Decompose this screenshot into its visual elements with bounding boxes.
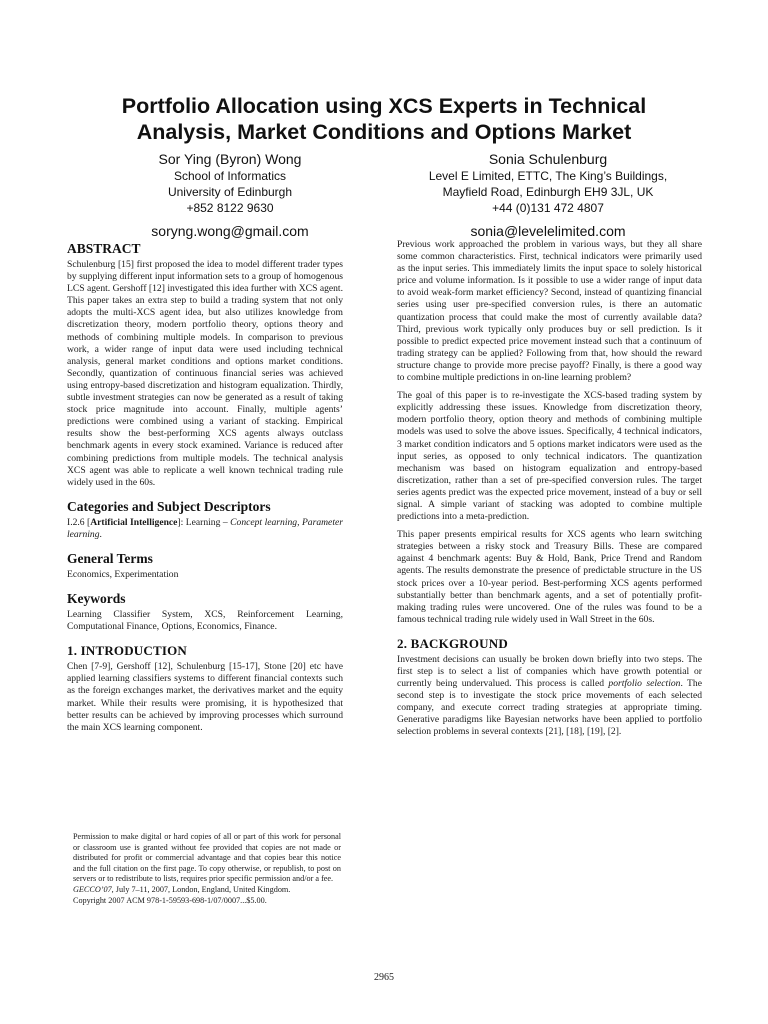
introduction-text: Chen [7-9], Gershoff [12], Schulenburg [15-17], Stone [20] etc have applied learning classifiers systems to different financial contexts such as the foreign exchanges market, the derivatives market and the equity market. While their results were promising, it is hypothesized that better results can be achieved by improving processes which surround the main XCS learning component.: [67, 661, 343, 733]
page-number: 2965: [374, 972, 394, 983]
abstract-heading: ABSTRACT: [67, 241, 141, 256]
author-affiliation-line: Level E Limited, ETTC, The King’s Buildings,: [428, 169, 668, 183]
abstract-text: Schulenburg [15] first proposed the idea to model different trader types by supplying different input information sets to a group of homogenous LCS agent. Gershoff [12] investigated this idea further with XCS agent. This paper takes an extra step to build a trading system that not only adopts the multi-XCS agent idea, but also utilizes knowledge from discretization theory, modern portfolio theory, options theory and methods of combining multiple models. In comparison to previous work, a wider range of input data were used including technical analysis, general market conditions and options market conditions. Secondly, quantization of continuous financial series was achieved using entropy-based discretization and histogram equalization. Thirdly, subtle investment strategies can now be generated as a result of taking stock price magnitude into account. Finally, multiple agents’ predictions were combined using a variant of stacking. Empirical results show the best-performing XCS agents always outclass benchmark agents in every stock examined. Variance is reduced after combining predictions from multiple models. The technical analysis XCS agent was able to replicate a well known technical trading rule widely used in the 60s.: [67, 259, 343, 488]
background-italic-term: portfolio selection: [608, 678, 681, 690]
permission-notice: [73, 832, 341, 906]
copyright-line: Copyright 2007 ACM 978-1-59593-698-1/07/0007...$5.00.: [73, 895, 267, 905]
author-block-2: [383, 150, 713, 240]
categories-end: .: [99, 528, 102, 540]
author-email: sonia@levelelimited.com: [470, 223, 626, 239]
keywords-heading: Keywords: [67, 591, 126, 607]
general-terms-text: Economics, Experimentation: [67, 568, 179, 580]
author-name: Sonia Schulenburg: [488, 151, 608, 167]
background-heading: 2. BACKGROUND: [397, 635, 508, 651]
body-paragraph: This paper presents empirical results for XCS agents who learn switching strategies between a risky stock and Treasury Bills. These are compared against 4 benchmark agents: Buy & Hold, Bank, Price Trend and Random agents. The results demonstrate the presence of predictable structure in the US stock prices over a 10-year period. Best-performing XCS agents performed substantially better than benchmark agents, and a set of potentially profit-making trading rules were uncovered. One of the rules was found to be a famous technical trading rule widely used in Wall Street in the 60s.: [397, 529, 702, 625]
categories-heading: Categories and Subject Descriptors: [67, 498, 271, 514]
right-column: [397, 239, 702, 739]
author-name: Sor Ying (Byron) Wong: [158, 151, 302, 167]
author-email: soryng.wong@gmail.com: [151, 223, 309, 239]
background-text-a: Investment decisions can usually be broken down briefly into two steps. The first step is to select a list of companies which have growth potential or currently being undervalued. This process is called: [397, 653, 702, 690]
conference-name: GECCO’07: [73, 884, 112, 894]
author-affiliation-line: School of Informatics: [173, 169, 287, 183]
author-affiliation-line: Mayfield Road, Edinburgh EH9 3JL, UK: [442, 185, 654, 199]
title-line-2: Analysis, Market Conditions and Options Market: [136, 120, 632, 144]
left-column: [67, 240, 343, 734]
author-block-1: [85, 150, 375, 240]
conference-details: , July 7–11, 2007, London, England, United Kingdom.: [111, 884, 291, 894]
author-phone: +852 8122 9630: [186, 201, 274, 215]
author-affiliation-line: University of Edinburgh: [167, 185, 293, 199]
conference-line: [73, 885, 341, 896]
body-paragraph: Previous work approached the problem in various ways, but they all share some common characteristics. First, technical indicators were primarily used as the input series. This immediately limits the input space to solely historical price and volume information. Is it possible to use a wider range of input data to avoid weak-form market efficiency? Second, instead of quantizing financial series using user pre-specified conversion rules, is there an automatic quantization process that could make the most of currently available data? Third, previous work typically only produces buy or sell prediction. Is it possible to predict expected price movement instead such that a continuum of trading strategy can be applied? Following from that, how should the reward structure change to provide more precise payoff? Finally, is there a good way to combine multiple predictions in on-line learning problem?: [397, 239, 702, 384]
author-phone: +44 (0)131 472 4807: [492, 201, 604, 215]
background-text-b: . The second step is to investigate the stock price movements of each selected company, and execute correct trading strategies at appropriate timing. Generative paradigms like Bayesian networks have been applied to portfolio selection problems in several contexts [21], [18], [19], [2].: [397, 678, 702, 738]
keywords-text: Learning Classifier System, XCS, Reinforcement Learning, Computational Finance, Options, Economics, Finance.: [67, 609, 343, 633]
categories-mid: ]: Learning –: [177, 516, 231, 528]
categories-text: [67, 517, 343, 541]
background-text: [397, 654, 702, 739]
categories-bold: Artificial Intelligence: [90, 516, 178, 528]
categories-italic: Concept learning, Parameter learning: [67, 516, 343, 540]
title-line-1: Portfolio Allocation using XCS Experts in Technical: [121, 94, 647, 118]
general-terms-heading: General Terms: [67, 550, 153, 566]
paper-title: [60, 93, 708, 145]
body-paragraph: The goal of this paper is to re-investigate the XCS-based trading system by explicitly addressing these issues. Knowledge from discretization theory, modern portfolio theory, option theory and methods of combining multiple models was used to solve the above issues. Specifically, 4 technical indicators, 3 market condition indicators and 5 options market indicators were used as the input series, as opposed to only technical indicators. The quantization mechanism was based on histogram equalization and entropy-based discretization, rather than a set of pre-specified conversion rules. The target series agents predict was the expected price movement, instead of a buy or sell signal. A simple variant of stacking was adopted to combine multiple predictions into a meta-prediction.: [397, 390, 702, 523]
categories-code: I.2.6 [: [67, 516, 91, 528]
introduction-heading: 1. INTRODUCTION: [67, 643, 188, 659]
permission-text: Permission to make digital or hard copies of all or part of this work for personal or classroom use is granted without fee provided that copies are not made or distributed for profit or commercial advantage and that copies bear this notice and the full citation on the first page. To copy otherwise, or republish, to post on servers or to redistribute to lists, requires prior specific permission and/or a fee.: [73, 832, 341, 884]
